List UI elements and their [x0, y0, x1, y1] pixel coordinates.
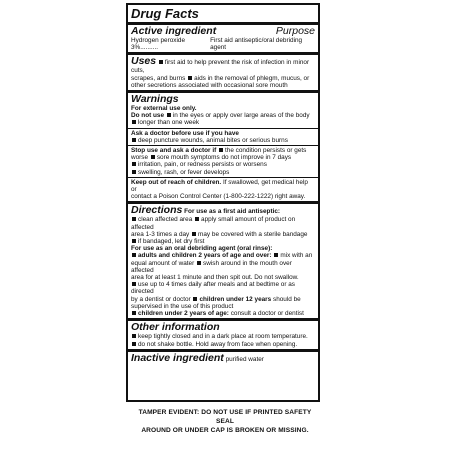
- inactive-heading: Inactive ingredient: [131, 351, 224, 364]
- bullet-icon: [219, 148, 223, 152]
- directions-section: [131, 205, 315, 317]
- bullet-icon: [132, 239, 136, 243]
- bullet-icon: [132, 282, 136, 286]
- direction-line: adults and children 2 years of age and over:: [138, 252, 272, 260]
- bullet-icon: [132, 162, 136, 166]
- direction-line: if bandaged, let dry first: [138, 238, 205, 246]
- direction-line: mix with an: [280, 252, 313, 260]
- tamper-line: AROUND OR UNDER CAP IS BROKEN OR MISSING.: [141, 427, 309, 434]
- divider: [128, 177, 318, 178]
- bullet-icon: [132, 311, 136, 315]
- direction-line: equal amount of water: [131, 259, 195, 267]
- divider: [128, 145, 318, 146]
- direction-line: may be covered with a sterile bandage: [198, 230, 308, 238]
- direction-line: consult a doctor or dentist: [230, 310, 304, 318]
- bullet-icon: [132, 334, 136, 338]
- warning-line: sore mouth symptoms do not improve in 7 days: [156, 154, 292, 162]
- direction-line: apply small amount of product on affected: [131, 216, 296, 231]
- warning-line: longer than one week: [138, 119, 200, 127]
- uses-line: first aid to help prevent the risk of infection in minor cuts,: [131, 59, 310, 75]
- direction-line: clean affected area: [138, 216, 193, 224]
- bullet-icon: [132, 138, 136, 142]
- warning-line: the condition persists or gets: [225, 147, 307, 155]
- purpose-heading: Purpose: [275, 25, 315, 37]
- warning-line: worse: [131, 154, 149, 162]
- oral-label: For use as an oral debriding agent (oral rinse):: [131, 245, 273, 253]
- purpose-value: First aid antiseptic/oral debriding agent: [210, 37, 303, 52]
- uses-line: scrapes, and burns: [131, 74, 186, 82]
- divider: [128, 52, 318, 55]
- bullet-icon: [193, 297, 197, 301]
- warning-line: contact a Poison Control Center (1-800-222-1222) right away.: [131, 193, 306, 201]
- bullet-icon: [197, 261, 201, 265]
- direction-line: swish around in the mouth over affected: [131, 259, 292, 274]
- directions-heading: Directions: [131, 204, 183, 217]
- direction-line: area for at least 1 minute and then spit out. Do not swallow.: [131, 274, 299, 282]
- uses-line: aids in the removal of phlegm, mucus, or: [194, 74, 310, 82]
- bullet-icon: [132, 170, 136, 174]
- warning-line: irritation, pain, or redness persists or worsens: [138, 161, 267, 169]
- bullet-icon: [132, 342, 136, 346]
- bullet-icon: [132, 217, 136, 221]
- tamper-line: TAMPER EVIDENT: DO NOT USE IF PRINTED SAFETY SEAL: [138, 409, 312, 425]
- stop-use-label: Stop use and ask a doctor if: [131, 147, 217, 155]
- warning-line: deep puncture wounds, animal bites or serious burns: [138, 136, 288, 144]
- other-info-heading: Other information: [131, 321, 220, 334]
- active-heading-row: [131, 26, 315, 37]
- warning-line: in the eyes or apply over large areas of the body: [172, 112, 310, 120]
- antiseptic-label: For use as a first aid antiseptic:: [184, 208, 281, 216]
- bullet-icon: [188, 76, 192, 80]
- bullet-icon: [132, 253, 136, 257]
- warning-line: If swallowed, get medical help or: [131, 178, 308, 194]
- direction-line: children under 12 years: [199, 295, 272, 303]
- uses-heading: Uses: [131, 55, 157, 68]
- bullet-icon: [274, 253, 278, 257]
- bullet-icon: [192, 232, 196, 236]
- bullet-icon: [159, 60, 163, 64]
- divider: [128, 128, 318, 129]
- direction-line: children under 2 years of age:: [138, 310, 229, 318]
- drug-facts-title: Drug Facts: [131, 6, 199, 21]
- direction-line: by a dentist or doctor: [131, 295, 191, 303]
- do-not-use-label: Do not use: [131, 112, 165, 120]
- warnings-section: [131, 94, 315, 200]
- tamper-evident-notice: [130, 408, 320, 435]
- active-ingredient-heading: Active ingredient: [131, 25, 217, 37]
- bullet-icon: [167, 113, 171, 117]
- active-ingredient-value: Hydrogen peroxide 3%..........: [131, 37, 185, 52]
- direction-line: supervised in the use of this product: [131, 302, 234, 310]
- other-info-section: [131, 322, 315, 347]
- inactive-value: purified water: [225, 355, 264, 363]
- bullet-icon: [195, 217, 199, 221]
- bullet-icon: [151, 155, 155, 159]
- active-value-row: [131, 37, 315, 51]
- other-info-line: keep tightly closed and in a dark place at room temperature.: [138, 333, 308, 341]
- direction-line: should be: [273, 295, 301, 303]
- warning-line: swelling, rash, or fever develops: [138, 168, 230, 176]
- other-info-line: do not shake bottle. Hold away from face when opening.: [138, 340, 298, 348]
- keep-out-label: Keep out of reach of children.: [131, 178, 222, 186]
- direction-line: area 1-3 times a day: [131, 230, 190, 238]
- uses-line: other secretions associated with occasional sore mouth: [131, 81, 288, 89]
- external-use: For external use only.: [131, 105, 197, 113]
- direction-line: use up to 4 times daily after meals and at bedtime or as directed: [131, 281, 296, 296]
- bullet-icon: [132, 120, 136, 124]
- drug-facts-panel: [126, 3, 320, 402]
- inactive-section: [131, 353, 315, 364]
- ask-doctor-label: Ask a doctor before use if you have: [131, 129, 239, 137]
- uses-section: [131, 56, 315, 89]
- warnings-heading: Warnings: [131, 93, 179, 106]
